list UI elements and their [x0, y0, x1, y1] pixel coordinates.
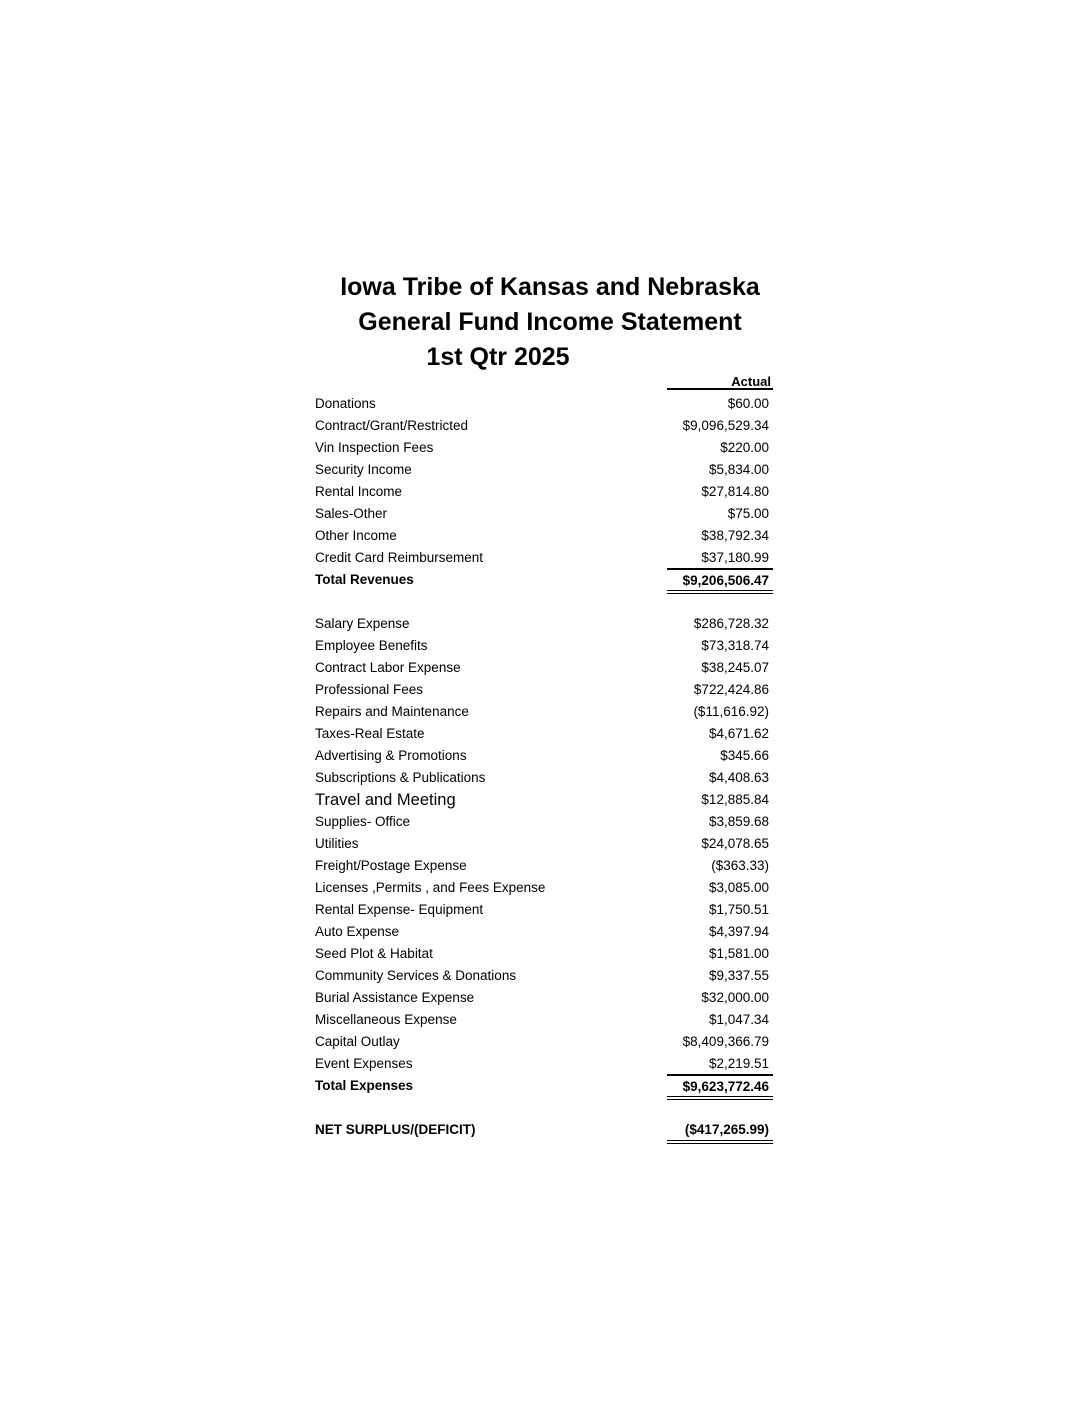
expense-row — [315, 1031, 775, 1053]
revenue-row — [315, 459, 775, 481]
expense-row-amount: $286,728.32 — [693, 616, 769, 631]
expense-row — [315, 855, 775, 877]
total-revenues-box — [667, 569, 773, 591]
revenue-row — [315, 415, 775, 437]
total-revenues-label: Total Revenues — [315, 572, 414, 587]
revenue-row-amount: $220.00 — [720, 440, 769, 455]
expense-row-amount-cell — [667, 723, 773, 745]
expense-row — [315, 767, 775, 789]
actual-column-header: Actual — [667, 373, 773, 390]
expense-row — [315, 701, 775, 723]
expense-row-label: Event Expenses — [315, 1056, 413, 1071]
revenue-row-amount-cell — [667, 481, 773, 503]
total-expenses-box — [667, 1075, 773, 1097]
expense-row — [315, 965, 775, 987]
expense-row-label: Auto Expense — [315, 924, 400, 939]
revenue-row — [315, 393, 775, 415]
expense-row-label: Repairs and Maintenance — [315, 704, 469, 719]
expense-row-amount-cell — [667, 965, 773, 987]
revenue-row-label: Credit Card Reimbursement — [315, 550, 484, 565]
expense-row — [315, 1009, 775, 1031]
section-spacer — [315, 591, 775, 613]
expense-row-label: Professional Fees — [315, 682, 424, 697]
expense-row — [315, 921, 775, 943]
expense-row-amount: $4,671.62 — [708, 726, 769, 741]
expense-row — [315, 657, 775, 679]
revenue-row-amount: $38,792.34 — [701, 528, 769, 543]
expense-row-label: Travel and Meeting — [315, 791, 456, 809]
revenue-row-amount: $75.00 — [727, 506, 769, 521]
period-title: 1st Qtr 2025 — [426, 343, 570, 371]
expense-row-amount: $73,318.74 — [701, 638, 769, 653]
expense-row-label: Contract Labor Expense — [315, 660, 461, 675]
revenue-row-label: Sales-Other — [315, 506, 388, 521]
expense-row-amount-cell — [667, 767, 773, 789]
expense-row-amount-cell — [667, 943, 773, 965]
total-revenues-row — [315, 569, 775, 591]
revenue-row — [315, 481, 775, 503]
expense-row-amount: $38,245.07 — [701, 660, 769, 675]
net-surplus-label: NET SURPLUS/(DEFICIT) — [315, 1122, 476, 1137]
revenue-row-amount: $9,096,529.34 — [682, 418, 769, 433]
section-spacer — [315, 1097, 775, 1119]
revenue-row-amount: $37,180.99 — [701, 550, 769, 565]
revenue-row-amount-cell — [667, 525, 773, 547]
expense-row — [315, 679, 775, 701]
revenue-row-amount-cell — [667, 393, 773, 415]
expense-row — [315, 943, 775, 965]
expense-row — [315, 833, 775, 855]
expense-row-label: Burial Assistance Expense — [315, 990, 475, 1005]
revenue-row-amount: $5,834.00 — [708, 462, 769, 477]
net-surplus-row — [315, 1119, 775, 1141]
expense-row-label: Rental Expense- Equipment — [315, 902, 484, 917]
expense-row-amount-cell — [667, 833, 773, 855]
expense-row — [315, 811, 775, 833]
revenue-row-label: Other Income — [315, 528, 397, 543]
expense-row-label: Subscriptions & Publications — [315, 770, 486, 785]
total-expenses-amount: $9,623,772.46 — [682, 1079, 769, 1094]
revenue-row-label: Vin Inspection Fees — [315, 440, 434, 455]
expense-row-amount-cell — [667, 855, 773, 877]
revenue-row-amount: $27,814.80 — [701, 484, 769, 499]
expense-row-amount: ($11,616.92) — [693, 704, 769, 719]
revenue-row-amount-cell — [667, 547, 773, 569]
column-header-row — [315, 373, 775, 393]
expense-row-amount: $3,085.00 — [708, 880, 769, 895]
expense-row-label: Utilities — [315, 836, 359, 851]
expense-row-amount-cell — [667, 987, 773, 1009]
revenue-row-label: Rental Income — [315, 484, 403, 499]
revenue-row-amount-cell — [667, 415, 773, 437]
expense-row — [315, 613, 775, 635]
expense-section — [315, 613, 775, 1075]
total-expenses-label: Total Expenses — [315, 1078, 414, 1093]
expense-row-label: Employee Benefits — [315, 638, 428, 653]
revenue-row-label: Security Income — [315, 462, 412, 477]
expense-row — [315, 723, 775, 745]
expense-row-label: Community Services & Donations — [315, 968, 517, 983]
expense-row-label: Supplies- Office — [315, 814, 411, 829]
revenue-row — [315, 547, 775, 569]
revenue-row-amount-cell — [667, 437, 773, 459]
revenue-section — [315, 393, 775, 569]
statement-title: General Fund Income Statement — [358, 308, 742, 336]
expense-row-label: Taxes-Real Estate — [315, 726, 425, 741]
expense-row — [315, 899, 775, 921]
expense-row-amount: ($363.33) — [711, 858, 769, 873]
expense-row-amount: $1,750.51 — [708, 902, 769, 917]
expense-row-amount: $345.66 — [720, 748, 769, 763]
statement-title-block — [0, 270, 1088, 375]
expense-row-amount-cell — [667, 635, 773, 657]
expense-row-amount: $1,047.34 — [708, 1012, 769, 1027]
expense-row-amount: $4,397.94 — [708, 924, 769, 939]
expense-row — [315, 1053, 775, 1075]
expense-row — [315, 745, 775, 767]
expense-row-amount: $9,337.55 — [708, 968, 769, 983]
expense-row-amount-cell — [667, 1009, 773, 1031]
expense-row-amount: $1,581.00 — [708, 946, 769, 961]
expense-row-label: Seed Plot & Habitat — [315, 946, 433, 961]
expense-row-amount-cell — [667, 811, 773, 833]
expense-row-amount: $24,078.65 — [701, 836, 769, 851]
revenue-row — [315, 525, 775, 547]
expense-row-amount: $8,409,366.79 — [682, 1034, 769, 1049]
expense-row-amount-cell — [667, 613, 773, 635]
expense-row-amount: $32,000.00 — [701, 990, 769, 1005]
expense-row-amount-cell — [667, 1053, 773, 1075]
expense-row-amount: $4,408.63 — [708, 770, 769, 785]
expense-row — [315, 987, 775, 1009]
expense-row-label: Advertising & Promotions — [315, 748, 467, 763]
expense-row-amount: $2,219.51 — [708, 1056, 769, 1071]
expense-row-amount-cell — [667, 877, 773, 899]
expense-row — [315, 877, 775, 899]
expense-row-amount: $12,885.84 — [701, 792, 769, 807]
expense-row-amount-cell — [667, 701, 773, 723]
revenue-row-amount-cell — [667, 503, 773, 525]
expense-row-amount-cell — [667, 921, 773, 943]
expense-row — [315, 635, 775, 657]
revenue-row — [315, 503, 775, 525]
expense-row-amount-cell — [667, 899, 773, 921]
expense-row-amount-cell — [667, 1031, 773, 1053]
expense-row-label: Licenses ,Permits , and Fees Expense — [315, 880, 546, 895]
expense-row-label: Salary Expense — [315, 616, 410, 631]
expense-row-label: Miscellaneous Expense — [315, 1012, 457, 1027]
expense-row-amount-cell — [667, 679, 773, 701]
net-surplus-amount: ($417,265.99) — [684, 1122, 769, 1137]
total-expenses-row — [315, 1075, 775, 1097]
revenue-row — [315, 437, 775, 459]
total-revenues-amount: $9,206,506.47 — [682, 573, 769, 588]
expense-row-amount-cell — [667, 745, 773, 767]
expense-row-amount-cell — [667, 657, 773, 679]
expense-row-amount-cell — [667, 789, 773, 811]
expense-row — [315, 789, 775, 811]
revenue-row-amount-cell — [667, 459, 773, 481]
organization-title: Iowa Tribe of Kansas and Nebraska — [340, 273, 760, 301]
expense-row-label: Freight/Postage Expense — [315, 858, 467, 873]
net-surplus-box — [667, 1119, 773, 1141]
income-statement-table — [315, 373, 775, 1141]
revenue-row-label: Donations — [315, 396, 376, 411]
revenue-row-label: Contract/Grant/Restricted — [315, 418, 469, 433]
revenue-row-amount: $60.00 — [727, 396, 769, 411]
expense-row-label: Capital Outlay — [315, 1034, 400, 1049]
expense-row-amount: $3,859.68 — [708, 814, 769, 829]
expense-row-amount: $722,424.86 — [693, 682, 769, 697]
